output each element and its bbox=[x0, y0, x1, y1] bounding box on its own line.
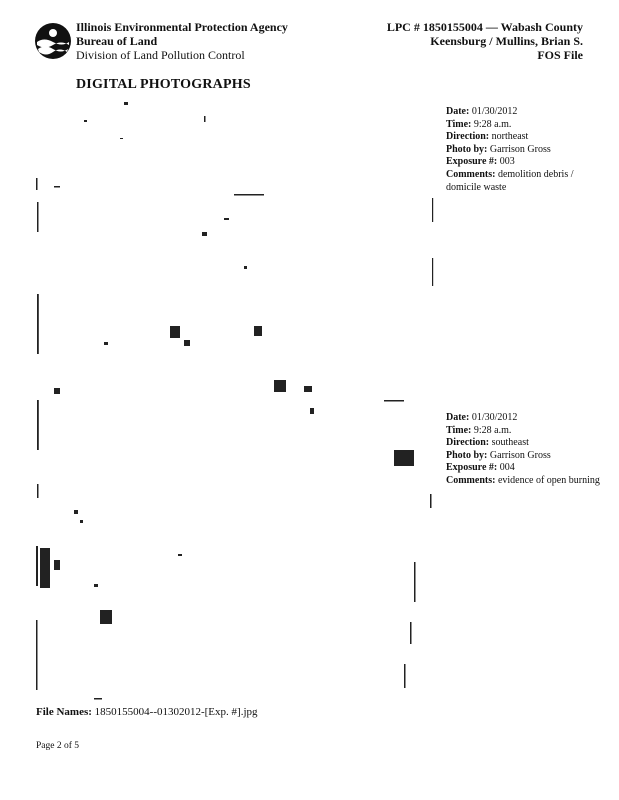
exposure-label: Exposure #: bbox=[446, 462, 498, 474]
time-value: 9:28 a.m. bbox=[473, 424, 512, 436]
comments-label: Comments: bbox=[446, 168, 496, 180]
direction-value: southeast bbox=[491, 437, 529, 449]
file-type: FOS File bbox=[537, 48, 583, 62]
agency-block bbox=[76, 20, 288, 62]
direction-label: Direction: bbox=[446, 437, 490, 449]
photo-by-label: Photo by: bbox=[446, 143, 488, 155]
time-label: Time: bbox=[446, 118, 472, 130]
agency-name: Illinois Environmental Protection Agency bbox=[76, 20, 288, 34]
photo-by-label: Photo by: bbox=[446, 449, 488, 461]
photo-caption-exposure-003 bbox=[446, 106, 606, 194]
date-value: 01/30/2012 bbox=[471, 412, 518, 423]
date-label: Date: bbox=[446, 412, 470, 423]
photo-exposure-004 bbox=[34, 400, 434, 700]
file-names-label: File Names: bbox=[36, 706, 92, 718]
exposure-value: 003 bbox=[499, 156, 515, 168]
bureau-name: Bureau of Land bbox=[76, 34, 158, 48]
exposure-value: 004 bbox=[499, 462, 515, 474]
comments-value: evidence of open burning bbox=[497, 474, 600, 486]
comments-value: demolition debris / domicile waste bbox=[446, 168, 574, 193]
time-label: Time: bbox=[446, 424, 472, 436]
date-label: Date: bbox=[446, 106, 470, 117]
direction-value: northeast bbox=[491, 131, 529, 143]
site-info-block bbox=[387, 20, 583, 62]
file-names bbox=[36, 706, 258, 718]
site-name: Keensburg / Mullins, Brian S. bbox=[430, 34, 583, 48]
photo-by-value: Garrison Gross bbox=[489, 449, 551, 461]
photo-exposure-003 bbox=[34, 98, 434, 398]
direction-label: Direction: bbox=[446, 131, 490, 143]
date-value: 01/30/2012 bbox=[471, 106, 518, 117]
exposure-label: Exposure #: bbox=[446, 156, 498, 168]
photo-by-value: Garrison Gross bbox=[489, 143, 551, 155]
page-number: Page 2 of 5 bbox=[36, 741, 80, 751]
photo-caption-exposure-004 bbox=[446, 412, 606, 488]
page-title: DIGITAL PHOTOGRAPHS bbox=[76, 77, 251, 92]
division-name: Division of Land Pollution Control bbox=[76, 48, 245, 62]
iepa-seal-icon bbox=[34, 22, 72, 60]
file-names-value: 1850155004--01302012-[Exp. #].jpg bbox=[94, 706, 258, 718]
lpc-number: LPC # 1850155004 — Wabash County bbox=[386, 20, 583, 34]
comments-label: Comments: bbox=[446, 474, 496, 486]
time-value: 9:28 a.m. bbox=[473, 118, 512, 130]
